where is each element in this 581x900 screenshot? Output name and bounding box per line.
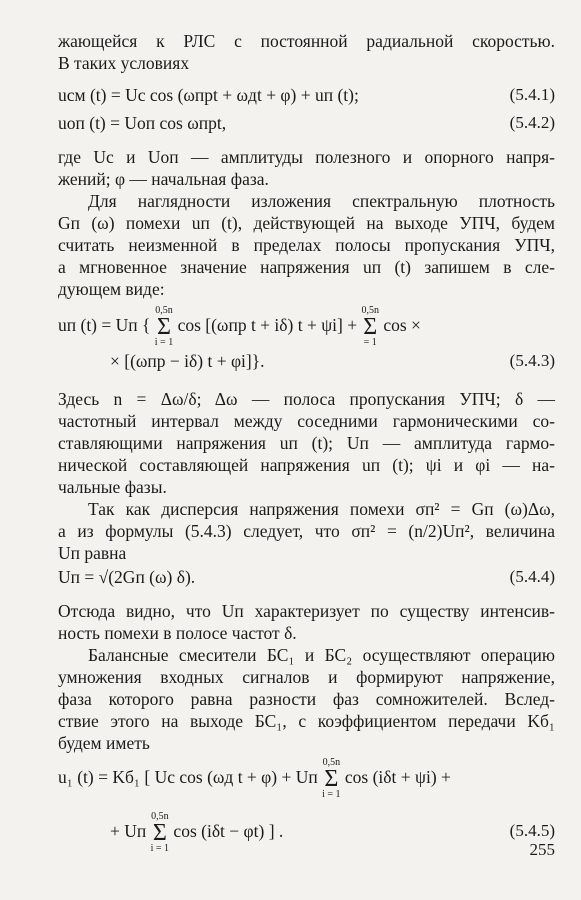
text-line: жений; φ — начальная фаза. bbox=[58, 169, 269, 189]
sum-lower-limit: = 1 bbox=[363, 336, 377, 348]
text-line: ствие этого на выходе БС₁, с коэффициентом передачи Kб₁ bbox=[58, 711, 555, 731]
equation-number: (5.4.5) bbox=[509, 821, 555, 840]
sum-lower-limit: i = 1 bbox=[150, 842, 170, 854]
text-line: Gп (ω) помехи uп (t), действующей на выходе УПЧ, будем bbox=[58, 213, 555, 233]
formula-5-4-1: uсм (t) = Uс cos (ωпрt + ωдt + φ) + uп (t); bbox=[58, 85, 359, 105]
text-line: фаза которого равна разности фаз сомножителей. Вслед- bbox=[58, 689, 555, 709]
text-line: а из формулы (5.4.3) следует, что σп² = (n/2)Uп², величина bbox=[58, 521, 555, 541]
formula-part: cos [(ωпр t + iδ) t + ψi] + bbox=[177, 315, 358, 335]
text-line: нической составляющей напряжения uп (t); ψi и φi — на- bbox=[58, 455, 555, 475]
sigma-symbol: Σ bbox=[363, 313, 378, 340]
formula-part: cos (iδt + ψi) + bbox=[344, 767, 451, 787]
formula-part: u₁ (t) = Kб₁ [ Uc cos (ωд t + φ) + Uп bbox=[58, 767, 318, 787]
text-line: Здесь n = Δω/δ; Δω — полоса пропускания УПЧ; δ — bbox=[58, 389, 555, 409]
sigma-symbol: Σ bbox=[152, 819, 167, 846]
formula-part: uп (t) = Uп { bbox=[58, 315, 151, 335]
text-line: а мгновенное значение напряжения uп (t) запишем в сле- bbox=[58, 257, 555, 277]
formula-5-4-3-line2: × [(ωпр − iδ) t + φi]}. bbox=[110, 351, 265, 371]
sum-upper-limit: 0,5n bbox=[155, 304, 173, 316]
equation-number: (5.4.1) bbox=[509, 85, 555, 104]
text-line: Отсюда видно, что Uп характеризует по существу интенсив- bbox=[58, 601, 555, 621]
page-number: 255 bbox=[529, 840, 555, 859]
text-line: Uп равна bbox=[58, 543, 127, 563]
summation bbox=[322, 758, 340, 800]
text-line: где Uс и Uоп — амплитуды полезного и опорного напря- bbox=[58, 147, 555, 167]
text-line: считать неизменной в пределах полосы пропускания УПЧ, bbox=[58, 235, 555, 255]
formula-5-4-4: Uп = √(2Gп (ω) δ). bbox=[58, 567, 196, 587]
formula-part: + Uп bbox=[110, 821, 147, 841]
text-line: чальные фазы. bbox=[58, 477, 167, 497]
formula-5-4-5-line1 bbox=[58, 752, 555, 802]
formula-part: cos (iδt − φt) ] . bbox=[173, 821, 284, 841]
formula-5-4-5-line2 bbox=[110, 806, 410, 856]
text-line: В таких условиях bbox=[58, 53, 190, 73]
text-line: Так как дисперсия напряжения помехи σп² = Gп (ω)Δω, bbox=[88, 499, 555, 519]
text-line: ставляющими напряжения uп (t); Uп — амплитуда гармо- bbox=[58, 433, 555, 453]
formula-5-4-2: uоп (t) = Uоп cos ωпрt, bbox=[58, 113, 227, 133]
sum-upper-limit: 0,5n bbox=[361, 304, 379, 316]
summation bbox=[361, 306, 379, 348]
text-line: Для наглядности изложения спектральную плотность bbox=[88, 191, 555, 211]
sigma-symbol: Σ bbox=[324, 765, 339, 792]
text-line: Балансные смесители БС₁ и БС₂ осуществляют операцию bbox=[88, 645, 555, 665]
equation-number: (5.4.2) bbox=[509, 113, 555, 132]
summation bbox=[151, 812, 169, 854]
summation bbox=[155, 306, 173, 348]
formula-part: cos × bbox=[383, 315, 421, 335]
sum-upper-limit: 0,5n bbox=[322, 756, 341, 768]
sum-lower-limit: i = 1 bbox=[154, 336, 174, 348]
equation-number: (5.4.4) bbox=[509, 567, 555, 586]
sum-upper-limit: 0,5n bbox=[151, 810, 169, 822]
equation-number: (5.4.3) bbox=[509, 351, 555, 370]
formula-5-4-3-line1 bbox=[58, 300, 555, 350]
text-line: будем иметь bbox=[58, 733, 150, 753]
text-line: ность помехи в полосе частот δ. bbox=[58, 623, 297, 643]
text-line: частотный интервал между соседними гармоническими со- bbox=[58, 411, 555, 431]
text-line: дующем виде: bbox=[58, 279, 165, 299]
sigma-symbol: Σ bbox=[157, 313, 171, 340]
text-line: жающейся к РЛС с постоянной радиальной скоростью. bbox=[58, 31, 555, 51]
text-line: умножения входных сигналов и формируют напряжение, bbox=[58, 667, 555, 687]
sum-lower-limit: i = 1 bbox=[322, 788, 341, 800]
